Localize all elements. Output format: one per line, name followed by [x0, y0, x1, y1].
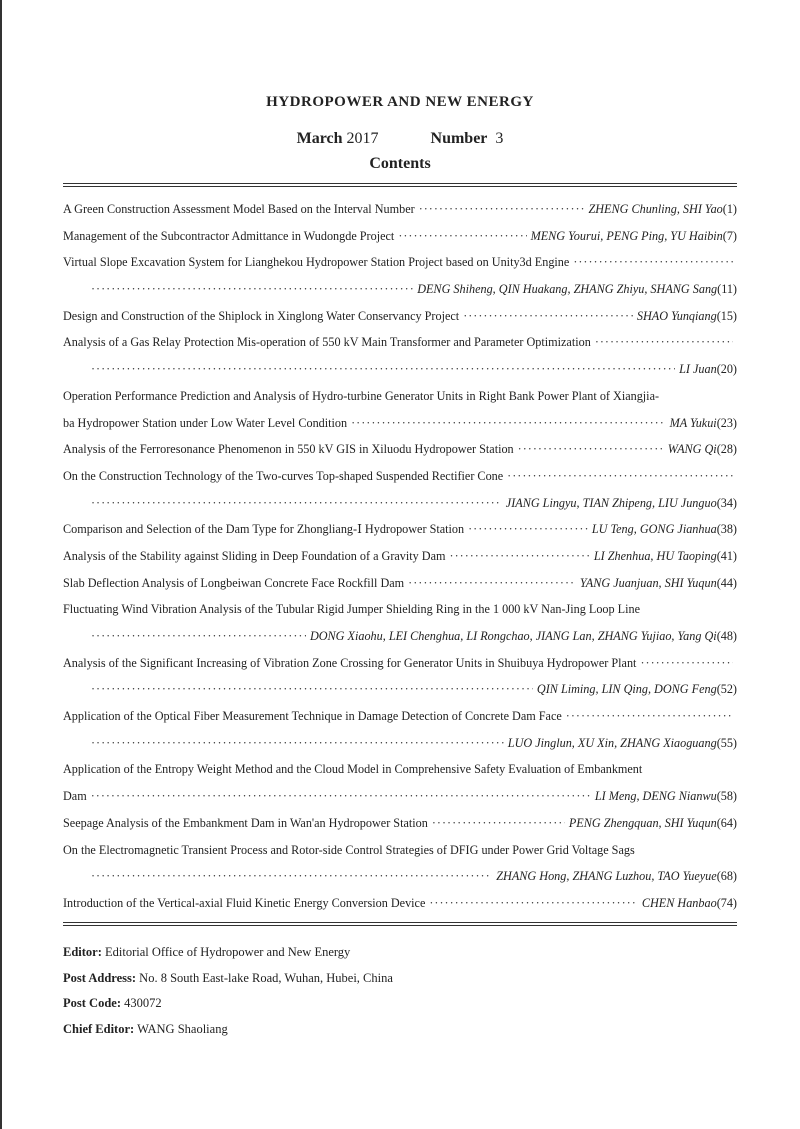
toc-entry[interactable]	[63, 837, 737, 864]
toc-entry[interactable]	[63, 516, 737, 543]
toc-entry[interactable]	[63, 329, 737, 356]
toc-title: Comparison and Selection of the Dam Type for Zhongliang-Ⅰ Hydropower Station	[63, 522, 465, 537]
toc-authors: PENG Zhengquan, SHI Yuqun	[568, 815, 717, 830]
toc-entry[interactable]	[63, 650, 737, 677]
editor-line: Editor: Editorial Office of Hydropower and New Energy	[63, 945, 351, 959]
toc-title: Analysis of the Significant Increasing of Vibration Zone Crossing for Generator Units in Shuibuya Hydropower Plant	[63, 655, 637, 670]
contents-heading: Contents	[369, 155, 431, 172]
toc-entry-continuation	[63, 356, 737, 383]
toc-title: On the Electromagnetic Transient Process and Rotor-side Control Strategies of DFIG under Power Grid Voltage Sags	[63, 842, 635, 857]
toc-authors: WANG Qi	[667, 442, 717, 457]
table-of-contents	[63, 196, 737, 917]
toc-entry[interactable]	[63, 463, 737, 490]
toc-title: Dam	[63, 789, 87, 804]
address-line: Post Address: No. 8 South East-lake Road, Wuhan, Hubei, China	[63, 970, 393, 985]
toc-page: (20)	[716, 362, 737, 377]
chief-editor-line: Chief Editor: WANG Shaoliang	[63, 1021, 228, 1036]
toc-page: (1)	[722, 202, 737, 216]
toc-title: Analysis of the Ferroresonance Phenomenon in 550 kV GIS in Xiluodu Hydropower Station	[63, 442, 514, 457]
toc-title: Application of the Optical Fiber Measurement Technique in Damage Detection of Concrete Dam Face	[63, 709, 562, 724]
top-divider	[63, 183, 737, 187]
toc-authors: ZHANG Hong, ZHANG Luzhou, TAO Yueyue	[496, 869, 717, 884]
toc-page: (55)	[716, 735, 737, 750]
toc-entry[interactable]	[63, 196, 737, 223]
toc-entry-continuation	[63, 676, 737, 703]
toc-authors: LI Juan	[679, 362, 717, 377]
toc-entry[interactable]	[63, 810, 737, 837]
toc-authors: MENG Yourui, PENG Ping, YU Haibin	[530, 228, 723, 243]
toc-entry-continuation	[63, 410, 737, 437]
toc-entry[interactable]	[63, 543, 737, 570]
post-code-line: Post Code: 430072	[63, 996, 162, 1010]
toc-title: Virtual Slope Excavation System for Lianghekou Hydropower Station Project based on Unity3d Engine	[63, 255, 570, 270]
journal-title: HYDROPOWER AND NEW ENERGY	[266, 94, 534, 110]
toc-authors: JIANG Lingyu, TIAN Zhipeng, LIU Junguo	[505, 495, 717, 510]
toc-page: (28)	[716, 442, 737, 457]
toc-title: Operation Performance Prediction and Analysis of Hydro-turbine Generator Units in Right Bank Power Plant of Xiangjia-	[63, 388, 660, 403]
toc-page: (11)	[717, 282, 737, 297]
bottom-divider	[63, 922, 737, 926]
issue-number: 3	[495, 130, 504, 147]
toc-page: (52)	[716, 682, 737, 697]
toc-page: (38)	[716, 522, 737, 537]
toc-authors: DENG Shiheng, QIN Huakang, ZHANG Zhiyu, SHANG Sang	[417, 282, 718, 297]
toc-authors: DONG Xiaohu, LEI Chenghua, LI Rongchao, JIANG Lan, ZHANG Yujiao, Yang Qi	[309, 629, 717, 643]
toc-title: Management of the Subcontractor Admittance in Wudongde Project	[63, 228, 395, 243]
toc-entry[interactable]	[63, 890, 737, 917]
toc-page: (58)	[716, 789, 737, 804]
toc-page: (7)	[722, 228, 737, 243]
toc-title: Fluctuating Wind Vibration Analysis of the Tubular Rigid Jumper Shielding Ring in the 1 000 kV Nan-Jing Loop Line	[63, 602, 640, 617]
toc-authors: LU Teng, GONG Jianhua	[591, 522, 717, 537]
toc-page: (15)	[716, 308, 737, 323]
toc-entry[interactable]	[63, 703, 737, 730]
toc-authors: QIN Liming, LIN Qing, DONG Feng	[536, 682, 717, 697]
toc-entry-continuation	[63, 490, 737, 517]
toc-title: Application of the Entropy Weight Method and the Cloud Model in Comprehensive Safety Evaluation of Embankment	[63, 762, 643, 777]
issue-number-label: Number	[430, 130, 488, 147]
toc-entry-continuation	[63, 623, 737, 650]
toc-title: Introduction of the Vertical-axial Fluid Kinetic Energy Conversion Device	[63, 895, 426, 910]
toc-page: (68)	[716, 869, 737, 884]
toc-title: Analysis of the Stability against Sliding in Deep Foundation of a Gravity Dam	[63, 548, 446, 563]
toc-entry[interactable]	[63, 249, 737, 276]
toc-entry-continuation	[63, 276, 737, 303]
issue-line	[0, 130, 800, 148]
toc-title: A Green Construction Assessment Model Based on the Interval Number	[63, 202, 415, 216]
toc-entry[interactable]	[63, 223, 737, 250]
toc-title: Seepage Analysis of the Embankment Dam in Wan'an Hydropower Station	[63, 815, 428, 830]
toc-page: (34)	[716, 495, 737, 510]
toc-title: On the Construction Technology of the Two-curves Top-shaped Suspended Rectifier Cone	[63, 468, 504, 483]
toc-page: (41)	[716, 548, 737, 563]
toc-authors: YANG Juanjuan, SHI Yuqun	[579, 575, 717, 590]
toc-entry[interactable]	[63, 596, 737, 623]
issue-year: 2017	[346, 130, 379, 147]
toc-entry[interactable]	[63, 383, 737, 410]
toc-entry-continuation	[63, 863, 737, 890]
toc-entry[interactable]	[63, 303, 737, 330]
toc-title: Analysis of a Gas Relay Protection Mis-operation of 550 kV Main Transformer and Parameter Optimization	[63, 335, 591, 350]
toc-page: (23)	[716, 415, 737, 430]
toc-title: ba Hydropower Station under Low Water Level Condition	[63, 415, 348, 430]
toc-page: (64)	[716, 815, 737, 830]
toc-entry[interactable]	[63, 756, 737, 783]
issue-month: March	[296, 130, 343, 147]
toc-entry[interactable]	[63, 436, 737, 463]
toc-authors: CHEN Hanbao	[641, 895, 717, 910]
toc-authors: MA Yukui	[669, 415, 717, 430]
editorial-info	[63, 940, 393, 1042]
toc-page: (48)	[716, 629, 737, 643]
toc-authors: SHAO Yunqiang	[636, 308, 717, 323]
toc-authors: LI Zhenhua, HU Taoping	[593, 548, 717, 563]
toc-entry-continuation	[63, 730, 737, 757]
toc-title: Design and Construction of the Shiplock in Xinglong Water Conservancy Project	[63, 308, 460, 323]
toc-entry-continuation	[63, 783, 737, 810]
toc-authors: LUO Jinglun, XU Xin, ZHANG Xiaoguang	[507, 735, 717, 750]
toc-entry[interactable]	[63, 570, 737, 597]
toc-authors: ZHENG Chunling, SHI Yao	[588, 202, 723, 216]
toc-page: (44)	[716, 575, 737, 590]
toc-authors: LI Meng, DENG Nianwu	[594, 789, 717, 804]
toc-title: Slab Deflection Analysis of Longbeiwan Concrete Face Rockfill Dam	[63, 575, 405, 590]
toc-page: (74)	[716, 895, 737, 910]
